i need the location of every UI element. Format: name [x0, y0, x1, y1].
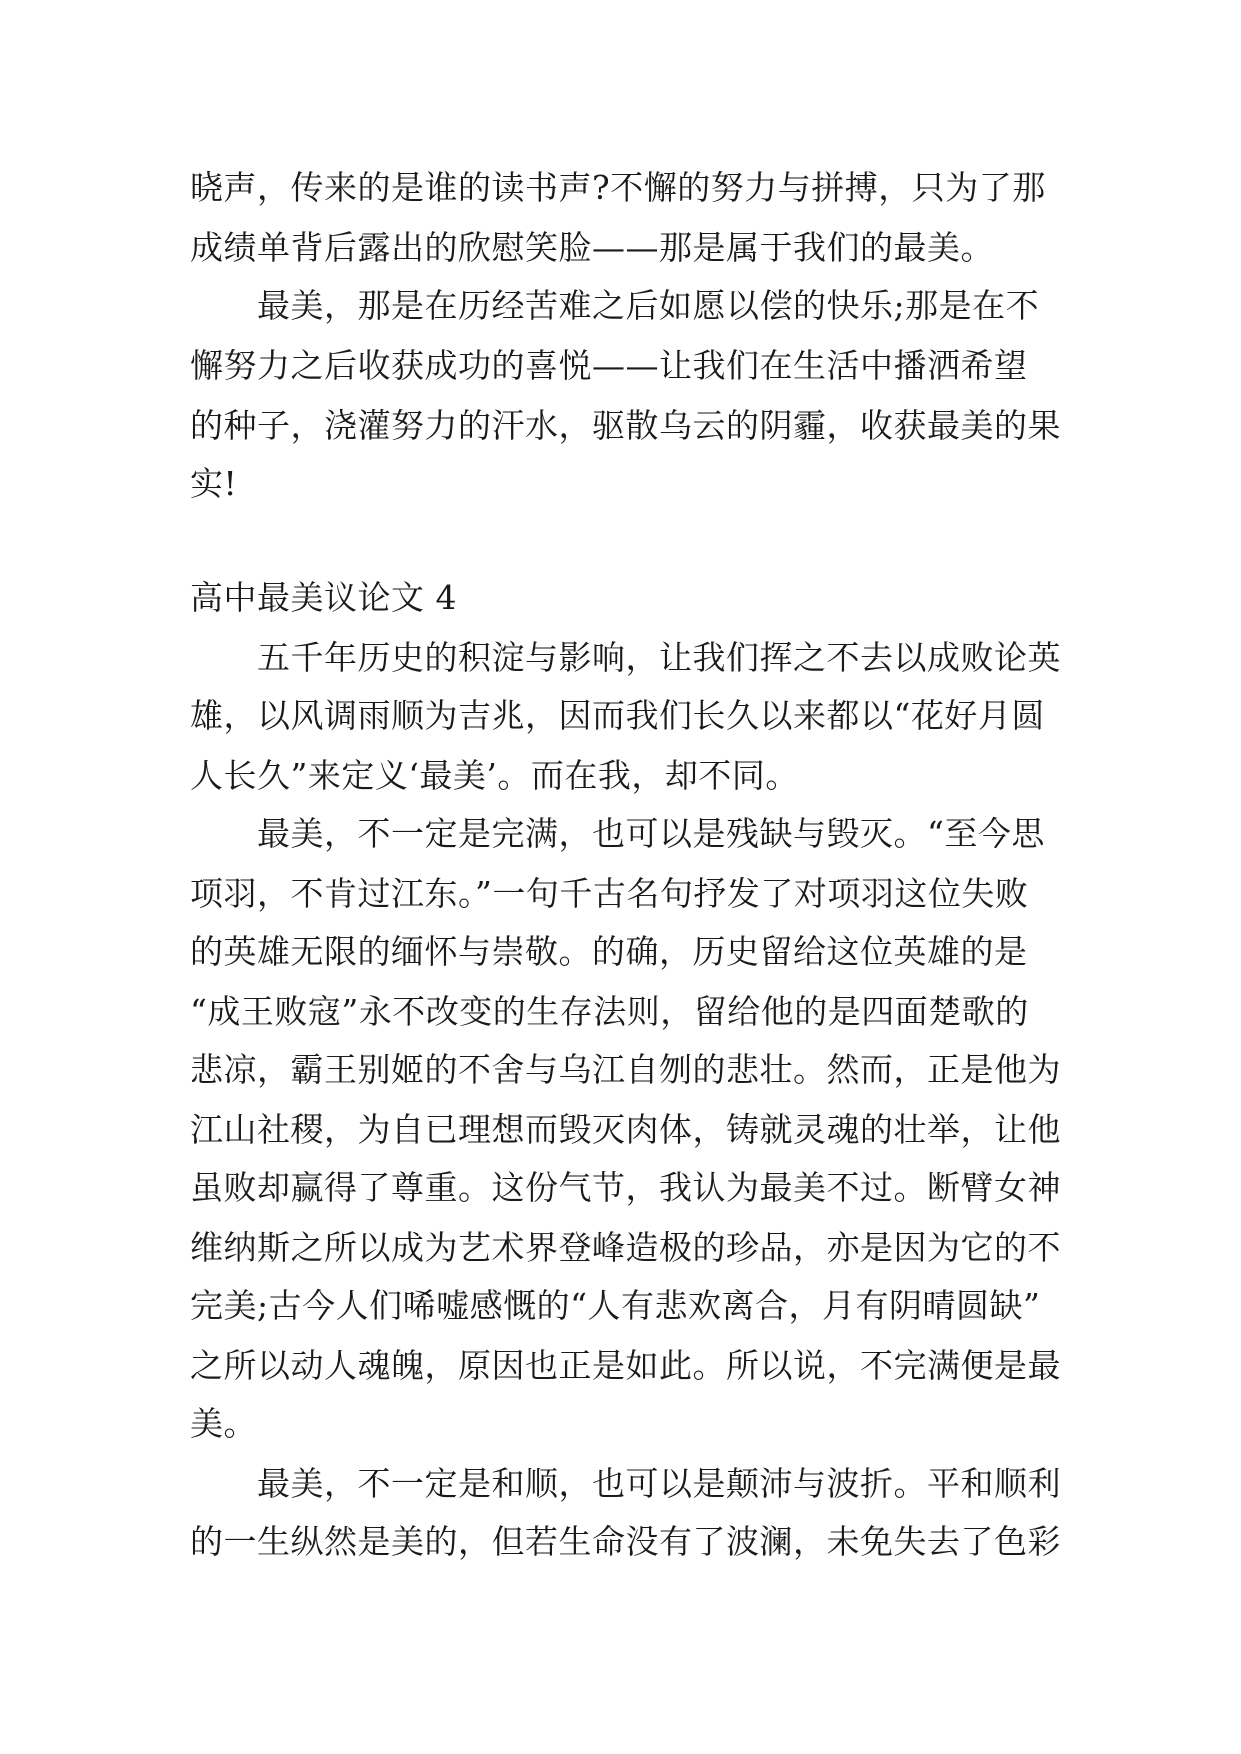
- paragraph-line: 最美，那是在历经苦难之后如愿以偿的快乐;那是在不: [257, 286, 1040, 325]
- paragraph-line: 维纳斯之所以成为艺术界登峰造极的珍品，亦是因为它的不: [190, 1228, 1061, 1267]
- paragraph-line: 最美，不一定是和顺，也可以是颠沛与波折。平和顺利: [257, 1464, 1061, 1503]
- paragraph-line: 美。: [190, 1404, 257, 1443]
- paragraph-line: 的一生纵然是美的，但若生命没有了波澜，未免失去了色彩: [190, 1522, 1061, 1561]
- paragraph-line: 之所以动人魂魄，原因也正是如此。所以说，不完满便是最: [190, 1346, 1061, 1385]
- section-title: 高中最美议论文 4: [190, 578, 457, 617]
- paragraph-line: 项羽，不肯过江东。”一句千古名句抒发了对项羽这位失败: [190, 874, 1029, 913]
- paragraph-line: 懈努力之后收获成功的喜悦——让我们在生活中播洒希望: [190, 346, 1028, 385]
- paragraph-line: 完美;古今人们唏嘘感慨的“人有悲欢离合，月有阴晴圆缺”: [190, 1286, 1041, 1325]
- paragraph-line: 悲凉，霸王别姬的不舍与乌江自刎的悲壮。然而，正是他为: [190, 1050, 1061, 1089]
- paragraph-line: 最美，不一定是完满，也可以是残缺与毁灭。“至今思: [257, 814, 1045, 853]
- paragraph-line: 的英雄无限的缅怀与崇敬。的确，历史留给这位英雄的是: [190, 932, 1028, 971]
- paragraph-line: 晓声，传来的是谁的读书声?不懈的努力与拼搏，只为了那: [190, 168, 1046, 207]
- paragraph-line: “成王败寇”永不改变的生存法则，留给他的是四面楚歌的: [190, 992, 1029, 1031]
- paragraph-line: 实!: [190, 464, 238, 503]
- paragraph-line: 雄，以风调雨顺为吉兆，因而我们长久以来都以“花好月圆: [190, 696, 1045, 735]
- paragraph-line: 江山社稷，为自已理想而毁灭肉体，铸就灵魂的壮举，让他: [190, 1110, 1061, 1149]
- paragraph-line: 成绩单背后露出的欣慰笑脸——那是属于我们的最美。: [190, 228, 994, 267]
- paragraph-line: 虽败却赢得了尊重。这份气节，我认为最美不过。断臂女神: [190, 1168, 1061, 1207]
- paragraph-line: 的种子，浇灌努力的汗水，驱散乌云的阴霾，收获最美的果: [190, 406, 1061, 445]
- paragraph-line: 人长久”来定义‘最美’。而在我，却不同。: [190, 756, 799, 795]
- paragraph-line: 五千年历史的积淀与影响，让我们挥之不去以成败论英: [257, 638, 1061, 677]
